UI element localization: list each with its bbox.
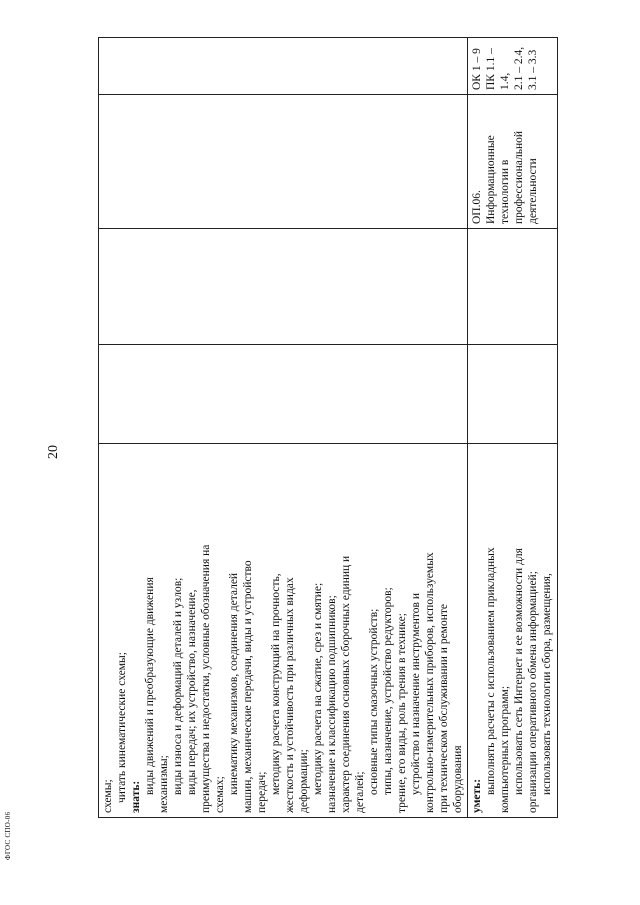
empty-cell xyxy=(99,38,468,95)
competency-table xyxy=(98,37,558,818)
discipline-cell xyxy=(468,95,557,229)
text-line: при техническом обслуживании и ремонте xyxy=(438,604,451,813)
text-line: машин, механические передачи, виды и устройство xyxy=(242,560,255,813)
text-line: методику расчета конструкций на прочность, xyxy=(270,573,283,795)
text-line: профессиональной xyxy=(513,130,526,224)
requirements-cell xyxy=(468,444,557,818)
text-line: организации оперативного обмена информацией; xyxy=(527,571,540,813)
text-line: знать: xyxy=(130,780,143,813)
text-line: основные типы смазочных устройств; xyxy=(368,608,381,795)
text-line: уметь: xyxy=(471,778,484,813)
text-line: кинематику механизмов, соединения деталей xyxy=(228,572,241,795)
empty-cell xyxy=(99,229,468,345)
text-line: деятельности xyxy=(527,158,540,224)
text-line: виды передач; их устройство, назначение, xyxy=(186,589,199,795)
text-line: выполнять расчеты с использованием прикладных xyxy=(485,547,498,795)
text-line: назначение и классификацию подшипников; xyxy=(326,595,339,813)
empty-cell xyxy=(99,95,468,229)
text-line: ОП.06. xyxy=(471,190,484,224)
text-line: устройство и назначение инструментов и xyxy=(410,593,423,795)
text-line: трение, его виды, роль трения в технике; xyxy=(396,613,409,813)
table-row xyxy=(468,38,557,818)
footer-code: ФГОС СПО-06 xyxy=(4,811,12,860)
text-line: оборудования xyxy=(452,745,465,813)
text-line: ПК 1.1 – 1.4, xyxy=(485,48,512,90)
page-number: 20 xyxy=(46,445,61,459)
text-line: типы, назначение, устройство редукторов; xyxy=(382,587,395,795)
text-line: схемах; xyxy=(214,776,227,813)
text-line: использовать сеть Интернет и ее возможности для xyxy=(513,548,526,795)
text-line: деформации; xyxy=(298,749,311,813)
table-row xyxy=(99,38,468,818)
text-line: жесткость и устойчивость при различных видах xyxy=(284,577,297,813)
text-line: виды движений и преобразующие движения xyxy=(144,577,157,795)
text-line: виды износа и деформаций деталей и узлов; xyxy=(172,577,185,795)
text-line: механизмы; xyxy=(158,755,171,813)
text-line: использовать технологии сбора, размещения, xyxy=(541,573,554,795)
text-line: характер соединения основных сборочных единиц и xyxy=(340,555,353,813)
text-line: 3.1 – 3.3 xyxy=(527,49,540,90)
text-line: методику расчета на сжатие, срез и смятие; xyxy=(312,582,325,795)
text-line: схемы; xyxy=(102,779,114,813)
competency-table-wrapper xyxy=(98,38,554,818)
text-line: контрольно-измерительных приборов, используемых xyxy=(424,552,437,813)
empty-cell xyxy=(468,229,557,345)
text-line: Информационные xyxy=(485,135,498,224)
empty-cell xyxy=(99,345,468,444)
text-line: ОК 1 – 9 xyxy=(471,48,484,90)
empty-cell xyxy=(468,345,557,444)
text-line: читать кинематические схемы; xyxy=(116,652,129,803)
text-line: передач; xyxy=(256,771,269,813)
competencies-cell xyxy=(468,38,557,95)
text-line: компьютерных программ; xyxy=(499,685,512,813)
text-line: 2.1 – 2.4, xyxy=(513,46,526,90)
requirements-cell xyxy=(99,444,468,818)
text-line: деталей; xyxy=(354,771,367,813)
text-line: технологии в xyxy=(499,159,512,224)
text-line: преимущества и недостатки, условные обозначения на xyxy=(200,544,213,813)
